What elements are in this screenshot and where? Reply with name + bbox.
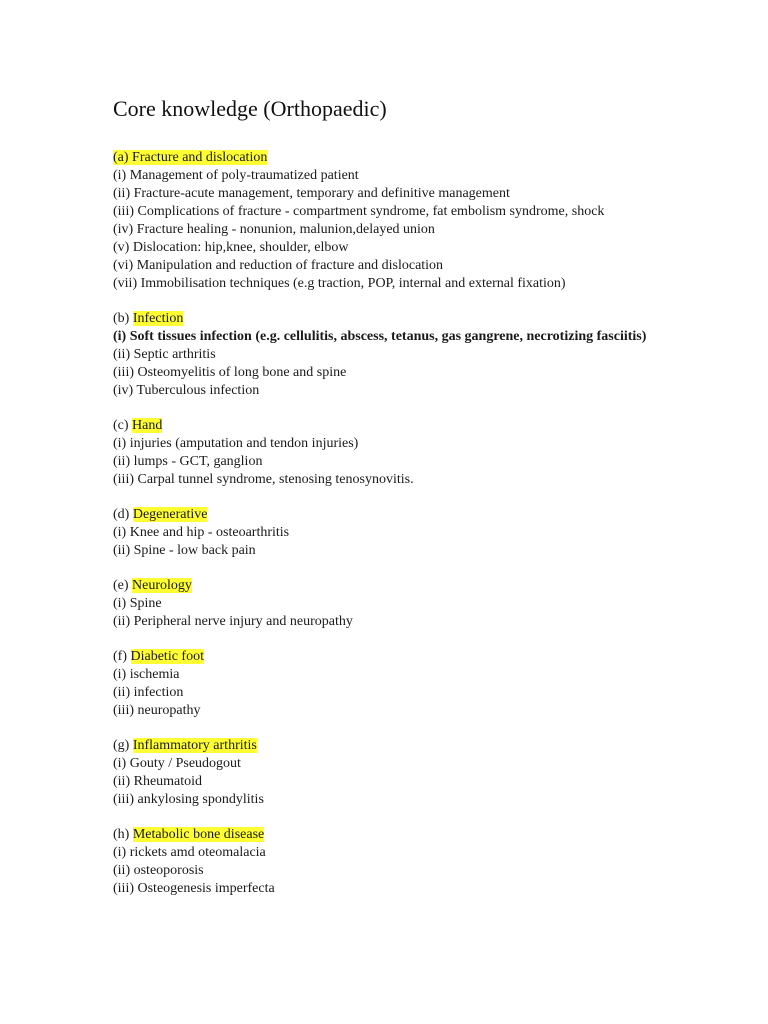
section-prefix: (d): [113, 507, 133, 522]
section-prefix: (e): [113, 578, 133, 593]
document-page: [113, 94, 673, 915]
list-item: (ii) infection: [113, 685, 184, 700]
section-prefix: (a): [113, 150, 133, 165]
list-item: (iii) Osteogenesis imperfecta: [113, 881, 275, 896]
section-neurology: [113, 577, 673, 631]
section-prefix: (g): [113, 738, 133, 753]
list-item: (i) ischemia: [113, 667, 180, 682]
list-item-bold: (i) Soft tissues infection (e.g. cellulitis, abscess, tetanus, gas gangrene, necrotizing fasciitis): [113, 329, 647, 344]
section-heading: [113, 506, 673, 524]
highlighted-heading: Inflammatory arthritis: [132, 738, 257, 753]
list-item: (iii) Complications of fracture - compartment syndrome, fat embolism syndrome, shock: [113, 204, 605, 219]
section-heading: [113, 577, 673, 595]
section-fracture-dislocation: [113, 149, 673, 293]
list-item: (iii) Osteomyelitis of long bone and spine: [113, 365, 347, 380]
section-diabetic-foot: [113, 648, 673, 720]
section-heading: [113, 149, 673, 167]
section-infection: [113, 310, 673, 400]
list-item: (v) Dislocation: hip,knee, shoulder, elbow: [113, 240, 349, 255]
list-item: (iii) ankylosing spondylitis: [113, 792, 264, 807]
section-heading: [113, 417, 673, 435]
list-item: (ii) Septic arthritis: [113, 347, 216, 362]
section-metabolic-bone-disease: [113, 826, 673, 898]
list-item: (i) injuries (amputation and tendon injuries): [113, 436, 359, 451]
list-item: (vii) Immobilisation techniques (e.g traction, POP, internal and external fixation): [113, 276, 566, 291]
highlighted-heading: Hand: [132, 418, 163, 433]
section-heading: [113, 648, 673, 666]
highlighted-heading: [113, 150, 267, 165]
list-item: (iii) neuropathy: [113, 703, 201, 718]
section-hand: [113, 417, 673, 489]
section-heading: [113, 310, 673, 328]
list-item: (ii) Spine - low back pain: [113, 543, 256, 558]
section-degenerative: [113, 506, 673, 560]
highlighted-heading: Infection: [132, 311, 184, 326]
highlighted-heading: Metabolic bone disease: [132, 827, 265, 842]
section-prefix: (c): [113, 418, 133, 433]
document-title: Core knowledge (Orthopaedic): [113, 96, 387, 121]
section-prefix: (b): [113, 311, 133, 326]
list-item: (iii) Carpal tunnel syndrome, stenosing tenosynovitis.: [113, 472, 414, 487]
section-inflammatory-arthritis: [113, 737, 673, 809]
section-heading: [113, 737, 673, 755]
list-item: (ii) lumps - GCT, ganglion: [113, 454, 263, 469]
list-item: (i) Spine: [113, 596, 162, 611]
section-prefix: (f): [113, 649, 131, 664]
list-item: (i) rickets amd oteomalacia: [113, 845, 266, 860]
section-heading-text: Fracture and dislocation: [132, 150, 268, 165]
highlighted-heading: Degenerative: [132, 507, 208, 522]
list-item: (ii) Rheumatoid: [113, 774, 203, 789]
list-item: (i) Management of poly-traumatized patient: [113, 168, 359, 183]
highlighted-heading: Neurology: [132, 578, 192, 593]
list-item: (i) Knee and hip - osteoarthritis: [113, 525, 290, 540]
list-item: (ii) osteoporosis: [113, 863, 204, 878]
list-item: (ii) Fracture-acute management, temporary and definitive management: [113, 186, 510, 201]
section-prefix: (h): [113, 827, 133, 842]
section-heading: [113, 826, 673, 844]
list-item: (ii) Peripheral nerve injury and neuropathy: [113, 614, 353, 629]
list-item: (iv) Fracture healing - nonunion, malunion,delayed union: [113, 222, 435, 237]
list-item: (iv) Tuberculous infection: [113, 383, 260, 398]
highlighted-heading: Diabetic foot: [130, 649, 204, 664]
list-item: (vi) Manipulation and reduction of fracture and dislocation: [113, 258, 444, 273]
list-item: (i) Gouty / Pseudogout: [113, 756, 241, 771]
